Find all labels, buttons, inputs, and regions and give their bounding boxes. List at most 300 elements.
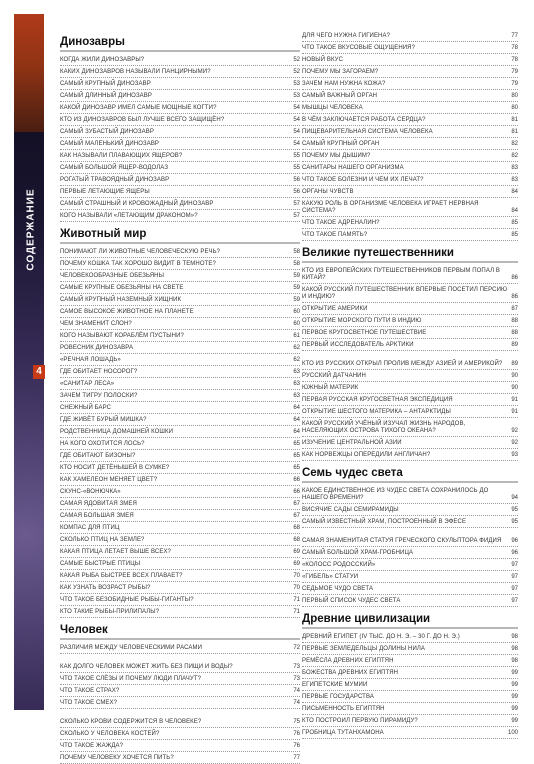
toc-entry-page: 74 <box>293 687 300 694</box>
toc-entry[interactable] <box>302 394 518 406</box>
page-number: 4 <box>33 365 45 379</box>
toc-entry[interactable] <box>60 606 300 618</box>
toc-entry-page: 96 <box>511 537 518 544</box>
toc-entry-title: ГДЕ ЖИВЁТ БУРЫЙ МИШКА? <box>60 416 147 423</box>
toc-entry[interactable] <box>302 162 518 174</box>
toc-entry-page: 64 <box>293 416 300 423</box>
toc-entry-page: 74 <box>293 699 300 706</box>
toc-entry-title: ЧТО ТАКОЕ ВКУСОВЫЕ ОЩУЩЕНИЯ? <box>302 44 416 51</box>
toc-entry-page: 78 <box>511 56 518 63</box>
toc-entry-page: 84 <box>511 188 518 195</box>
toc-entry-title: ПИЩЕВАРИТЕЛЬНАЯ СИСТЕМА ЧЕЛОВЕКА <box>302 128 433 135</box>
toc-entry-title: ПИСЬМЕННОСТЬ ЕГИПТЯН <box>302 705 385 712</box>
toc-entry[interactable] <box>60 582 300 594</box>
toc-entry-title: ПЕРВЫЕ ЛЕТАЮЩИЕ ЯЩЕРЫ <box>60 188 150 195</box>
toc-entry-title: РУССКИЙ ДАТЧАНИН <box>302 372 366 379</box>
toc-entry-title: САНИТАРЫ НАШЕГО ОРГАНИЗМА <box>302 164 404 171</box>
toc-entry-title: «САНИТАР ЛЕСА» <box>60 380 115 387</box>
toc-entry-title: САМЫЙ МАЛЕНЬКИЙ ДИНОЗАВР <box>60 140 160 147</box>
toc-entry-title: САМАЯ ЗНАМЕНИТАЯ СТАТУЯ ГРЕЧЕСКОГО СКУЛЬПТОРА ФИДИЯ <box>302 537 502 544</box>
toc-entry-page: 82 <box>511 152 518 159</box>
toc-entry-page: 54 <box>293 140 300 147</box>
toc-entry-title: ЧЕЛОВЕКООБРАЗНЫЕ ОБЕЗЬЯНЫ <box>60 272 165 279</box>
toc-entry-page: 96 <box>511 549 518 556</box>
toc-entry-page: 72 <box>293 644 300 651</box>
toc-entry-page: 65 <box>293 440 300 447</box>
toc-entry[interactable] <box>60 90 300 102</box>
toc-entry[interactable] <box>302 727 518 739</box>
toc-entry-title: САМЫЙ БОЛЬШОЙ ЯЩЕР-ВОДОЛАЗ <box>60 164 169 171</box>
toc-right-column <box>302 30 518 739</box>
toc-entry-page: 76 <box>293 730 300 737</box>
section-title: Великие путешественники <box>302 247 518 263</box>
toc-entry-page: 66 <box>293 488 300 495</box>
toc-entry[interactable] <box>302 516 518 528</box>
toc-entry[interactable] <box>60 558 300 570</box>
toc-entry-page: 81 <box>511 116 518 123</box>
toc-entry-page: 70 <box>293 572 300 579</box>
toc-entry-page: 98 <box>511 645 518 652</box>
toc-entry-page: 97 <box>511 585 518 592</box>
section-title: Человек <box>60 624 300 640</box>
toc-entry-page: 65 <box>293 452 300 459</box>
toc-entry[interactable] <box>60 282 300 294</box>
toc-entry[interactable] <box>302 547 518 559</box>
toc-entry-title: ДРЕВНИЙ ЕГИПЕТ (IV ТЫС. ДО Н. Э. – 30 Г. ДО Н. Э.) <box>302 633 460 640</box>
toc-entry-page: 91 <box>511 408 518 415</box>
toc-entry-title: ИЗУЧЕНИЕ ЦЕНТРАЛЬНОЙ АЗИИ <box>302 439 402 446</box>
toc-entry-title: БОЖЕСТВА ДРЕВНИХ ЕГИПТЯН <box>302 669 399 676</box>
toc-entry-title: ОТКРЫТИЕ ШЕСТОГО МАТЕРИКА – АНТАРКТИДЫ <box>302 408 451 415</box>
toc-entry-page: 59 <box>293 272 300 279</box>
toc-entry[interactable] <box>60 258 300 270</box>
toc-entry[interactable] <box>60 709 300 728</box>
toc-entry-page: 90 <box>511 384 518 391</box>
toc-entry-page: 68 <box>293 524 300 531</box>
toc-entry-title: КАК НАЗЫВАЛИ ПЛАВАЮЩИХ ЯЩЕРОВ? <box>60 152 183 159</box>
toc-entry-page: 82 <box>511 140 518 147</box>
toc-entry-page: 66 <box>293 476 300 483</box>
toc-entry[interactable] <box>60 654 300 673</box>
toc-entry-page: 99 <box>511 717 518 724</box>
toc-entry[interactable] <box>302 655 518 667</box>
toc-entry-page: 54 <box>293 116 300 123</box>
toc-entry[interactable] <box>302 595 518 607</box>
toc-entry-title: САМЫЕ КРУПНЫЕ ОБЕЗЬЯНЫ НА СВЕТЕ <box>60 284 184 291</box>
toc-entry[interactable] <box>302 42 518 54</box>
toc-entry-title: МЫШЦЫ ЧЕЛОВЕКА <box>302 104 363 111</box>
toc-entry[interactable] <box>60 390 300 402</box>
toc-entry-title: ПОНИМАЮТ ЛИ ЖИВОТНЫЕ ЧЕЛОВЕЧЕСКУЮ РЕЧЬ? <box>60 248 221 255</box>
toc-entry-page: 58 <box>293 260 300 267</box>
toc-entry-title: ЧТО ТАКОЕ СЛЁЗЫ И ПОЧЕМУ ЛЮДИ ПЛАЧУТ? <box>60 675 202 682</box>
toc-entry-page: 85 <box>511 231 518 238</box>
toc-entry[interactable] <box>60 102 300 114</box>
toc-entry-title: ДЛЯ ЧЕГО НУЖНА ГИГИЕНА? <box>302 32 391 39</box>
toc-entry-title: КТО ИЗ РУССКИХ ОТКРЫЛ ПРОЛИВ МЕЖДУ АЗИЕЙ И АМЕРИКОЙ? <box>302 360 503 367</box>
toc-entry-title: КАКОЙ ДИНОЗАВР ИМЕЛ САМЫЕ МОЩНЫЕ КОГТИ? <box>60 104 217 111</box>
toc-entry-title: КАКОЕ ЕДИНСТВЕННОЕ ИЗ ЧУДЕС СВЕТА СОХРАНИЛОСЬ ДО НАШЕГО ВРЕМЕНИ? <box>302 487 489 501</box>
toc-entry-title: ЧТО ТАКОЕ АДРЕНАЛИН? <box>302 219 380 226</box>
toc-entry-title: КАКАЯ ПТИЦА ЛЕТАЕТ ВЫШЕ ВСЕХ? <box>60 548 171 555</box>
toc-entry-page: 67 <box>293 512 300 519</box>
toc-entry-page: 58 <box>293 248 300 255</box>
toc-entry[interactable] <box>60 186 300 198</box>
toc-entry-title: СНЕЖНЫЙ БАРС <box>60 404 112 411</box>
toc-entry-title: САМЫЙ ИЗВЕСТНЫЙ ХРАМ, ПОСТРОЕННЫЙ В ЭФЕСЕ <box>302 518 467 525</box>
toc-entry-page: 92 <box>511 427 518 434</box>
toc-entry-page: 94 <box>511 494 518 501</box>
toc-entry-title: САМЫЕ БЫСТРЫЕ ПТИЦЫ <box>60 560 141 567</box>
toc-entry-title: ЗАЧЕМ НАМ НУЖНА КОЖА? <box>302 80 386 87</box>
toc-entry-page: 88 <box>511 317 518 324</box>
toc-entry-title: САМАЯ ЯДОВИТАЯ ЗМЕЯ <box>60 500 137 507</box>
toc-entry[interactable] <box>60 294 300 306</box>
toc-entry-title: САМЫЙ КРУПНЫЙ НАЗЕМНЫЙ ХИЩНИК <box>60 296 182 303</box>
toc-entry[interactable] <box>302 382 518 394</box>
toc-entry-title: «РЕЧНАЯ ЛОШАДЬ» <box>60 356 121 363</box>
toc-entry[interactable] <box>302 30 518 42</box>
toc-entry-page: 64 <box>293 428 300 435</box>
toc-entry-title: САМАЯ БОЛЬШАЯ ЗМЕЯ <box>60 512 134 519</box>
toc-entry-page: 98 <box>511 657 518 664</box>
toc-entry[interactable] <box>302 715 518 727</box>
section-title: Динозавры <box>60 36 300 52</box>
toc-entry[interactable] <box>60 570 300 582</box>
toc-entry-title: КАКИХ ДИНОЗАВРОВ НАЗЫВАЛИ ПАНЦИРНЫМИ? <box>60 68 211 75</box>
toc-entry-title: ПОЧЕМУ МЫ ДЫШИМ? <box>302 152 371 159</box>
toc-entry-page: 53 <box>293 80 300 87</box>
toc-entry-title: КТО ПОСТРОИЛ ПЕРВУЮ ПИРАМИДУ? <box>302 717 418 724</box>
sidebar-band <box>14 14 44 710</box>
toc-entry-page: 80 <box>511 104 518 111</box>
toc-entry-page: 71 <box>293 596 300 603</box>
toc-entry[interactable] <box>302 198 518 217</box>
toc-entry[interactable] <box>302 370 518 382</box>
toc-entry[interactable] <box>302 528 518 547</box>
section-title: Древние цивилизации <box>302 613 518 629</box>
toc-entry[interactable] <box>60 740 300 752</box>
toc-entry-page: 79 <box>511 80 518 87</box>
toc-entry-page: 91 <box>511 396 518 403</box>
toc-entry-page: 78 <box>511 44 518 51</box>
toc-entry-title: КОГО НАЗЫВАЛИ «ЛЕТАЮЩИМ ДРАКОНОМ»? <box>60 212 198 219</box>
toc-entry[interactable] <box>302 229 518 241</box>
toc-entry-page: 57 <box>293 200 300 207</box>
toc-entry[interactable] <box>302 126 518 138</box>
toc-entry[interactable] <box>60 78 300 90</box>
toc-entry-title: САМЫЙ ЗУБАСТЫЙ ДИНОЗАВР <box>60 128 154 135</box>
toc-entry[interactable] <box>302 437 518 449</box>
toc-entry-page: 89 <box>511 360 518 367</box>
toc-entry-page: 92 <box>511 439 518 446</box>
toc-entry-title: ЧТО ТАКОЕ ПАМЯТЬ? <box>302 231 368 238</box>
toc-entry-page: 84 <box>511 207 518 214</box>
toc-entry[interactable] <box>302 485 518 504</box>
toc-entry-title: ПОЧЕМУ МЫ ЗАГОРАЕМ? <box>302 68 379 75</box>
toc-entry[interactable] <box>302 90 518 102</box>
toc-entry-title: КТО НОСИТ ДЕТЁНЫШЕЙ В СУМКЕ? <box>60 464 170 471</box>
toc-entry[interactable] <box>302 186 518 198</box>
toc-entry-title: ПЕРВОЕ КРУГОСВЕТНОЕ ПУТЕШЕСТВИЕ <box>302 329 427 336</box>
toc-entry[interactable] <box>302 504 518 516</box>
toc-entry[interactable] <box>302 54 518 66</box>
toc-entry-title: КТО ИЗ ДИНОЗАВРОВ БЫЛ ЛУЧШЕ ВСЕГО ЗАЩИЩЁН? <box>60 116 225 123</box>
toc-entry-title: СКУНС-«ВОНЮЧКА» <box>60 488 121 495</box>
toc-entry-page: 61 <box>293 332 300 339</box>
toc-entry-page: 52 <box>293 56 300 63</box>
toc-entry[interactable] <box>302 667 518 679</box>
toc-entry-title: СКОЛЬКО У ЧЕЛОВЕКА КОСТЕЙ? <box>60 730 160 737</box>
toc-entry-title: ПЕРВЫЙ СПИСОК ЧУДЕС СВЕТА <box>302 597 401 604</box>
toc-entry-title: ПОЧЕМУ ЧЕЛОВЕКУ ХОЧЕТСЯ ПИТЬ? <box>60 754 174 761</box>
toc-entry[interactable] <box>302 571 518 583</box>
toc-entry-title: ГДЕ ОБИТАЕТ НОСОРОГ? <box>60 368 138 375</box>
toc-entry[interactable] <box>302 339 518 351</box>
toc-entry-title: ПЕРВЫЕ ЗЕМЛЕДЕЛЬЦЫ ДОЛИНЫ НИЛА <box>302 645 426 652</box>
toc-entry-page: 68 <box>293 536 300 543</box>
toc-entry[interactable] <box>302 703 518 715</box>
toc-entry-title: КАК НОРВЕЖЦЫ ОПЕРЕДИЛИ АНГЛИЧАН? <box>302 451 431 458</box>
toc-entry[interactable] <box>60 54 300 66</box>
toc-entry[interactable] <box>60 685 300 697</box>
toc-entry-page: 88 <box>511 329 518 336</box>
toc-entry[interactable] <box>60 728 300 740</box>
toc-entry[interactable] <box>60 138 300 150</box>
toc-entry[interactable] <box>302 217 518 229</box>
toc-entry-title: КТО ИЗ ЕВРОПЕЙСКИХ ПУТЕШЕСТВЕННИКОВ ПЕРВЫМ ПОПАЛ В КИТАЙ? <box>302 267 500 281</box>
toc-entry-title: ЧЕМ ЗНАМЕНИТ СЛОН? <box>60 320 132 327</box>
toc-entry-page: 86 <box>511 274 518 281</box>
toc-entry-title: САМОЕ ВЫСОКОЕ ЖИВОТНОЕ НА ПЛАНЕТЕ <box>60 308 194 315</box>
toc-entry-title: СКОЛЬКО КРОВИ СОДЕРЖИТСЯ В ЧЕЛОВЕКЕ? <box>60 718 202 725</box>
toc-entry-page: 56 <box>293 176 300 183</box>
toc-entry-page: 95 <box>511 506 518 513</box>
toc-entry-page: 79 <box>511 68 518 75</box>
toc-entry-title: «ГИБЕЛЬ» СТАТУИ <box>302 573 359 580</box>
toc-entry-title: САМЫЙ ВАЖНЫЙ ОРГАН <box>302 92 378 99</box>
toc-entry[interactable] <box>302 351 518 370</box>
toc-entry-page: 64 <box>293 404 300 411</box>
toc-entry-title: ЕГИПЕТСКИЕ МУМИИ <box>302 681 368 688</box>
toc-entry-page: 71 <box>293 608 300 615</box>
toc-entry-title: РАЗЛИЧИЯ МЕЖДУ ЧЕЛОВЕЧЕСКИМИ РАСАМИ <box>60 644 203 651</box>
toc-entry-title: РОВЕСНИК ДИНОЗАВРА <box>60 344 134 351</box>
toc-entry-page: 99 <box>511 693 518 700</box>
toc-entry-title: КАКОЙ РУССКИЙ ПУТЕШЕСТВЕННИК ВПЕРВЫЕ ПОСЕТИЛ ПЕРСИЮ И ИНДИЮ? <box>302 286 508 300</box>
toc-entry[interactable] <box>60 318 300 330</box>
toc-entry-page: 63 <box>293 392 300 399</box>
toc-entry[interactable] <box>302 174 518 186</box>
toc-entry-title: РОДСТВЕННИЦА ДОМАШНЕЙ КОШКИ <box>60 428 174 435</box>
toc-entry[interactable] <box>60 270 300 282</box>
toc-entry-title: КОГДА ЖИЛИ ДИНОЗАВРЫ? <box>60 56 145 63</box>
toc-entry[interactable] <box>60 450 300 462</box>
toc-entry[interactable] <box>60 474 300 486</box>
toc-entry-page: 76 <box>293 742 300 749</box>
toc-entry-page: 65 <box>293 464 300 471</box>
toc-entry[interactable] <box>302 303 518 315</box>
toc-entry[interactable] <box>302 631 518 643</box>
toc-entry[interactable] <box>60 534 300 546</box>
toc-entry[interactable] <box>302 150 518 162</box>
toc-entry[interactable] <box>60 402 300 414</box>
toc-entry[interactable] <box>302 265 518 284</box>
toc-entry[interactable] <box>302 643 518 655</box>
toc-entry-page: 55 <box>293 164 300 171</box>
toc-entry-page: 77 <box>511 32 518 39</box>
toc-entry-title: САМЫЙ БОЛЬШОЙ ХРАМ-ГРОБНИЦА <box>302 549 414 556</box>
toc-entry-page: 67 <box>293 500 300 507</box>
toc-entry-title: КАК ХАМЕЛЕОН МЕНЯЕТ ЦВЕТ? <box>60 476 158 483</box>
toc-entry-title: САМЫЙ КРУПНЫЙ ДИНОЗАВР <box>60 80 151 87</box>
toc-entry[interactable] <box>60 546 300 558</box>
toc-entry[interactable] <box>60 486 300 498</box>
toc-entry-page: 93 <box>511 451 518 458</box>
toc-entry-page: 53 <box>293 92 300 99</box>
toc-entry[interactable] <box>60 378 300 390</box>
toc-entry-page: 73 <box>293 663 300 670</box>
toc-entry[interactable] <box>60 673 300 685</box>
toc-entry-title: В ЧЁМ ЗАКЛЮЧАЕТСЯ РАБОТА СЕРДЦА? <box>302 116 426 123</box>
toc-entry-page: 98 <box>511 633 518 640</box>
toc-entry-title: КАК ДОЛГО ЧЕЛОВЕК МОЖЕТ ЖИТЬ БЕЗ ПИЩИ И ВОДЫ? <box>60 663 233 670</box>
toc-entry-title: КОГО НАЗЫВАЮТ КОРАБЛЁМ ПУСТЫНИ? <box>60 332 184 339</box>
toc-entry-page: 99 <box>511 705 518 712</box>
toc-entry-page: 100 <box>507 729 518 736</box>
toc-entry-page: 54 <box>293 128 300 135</box>
toc-entry[interactable] <box>60 342 300 354</box>
toc-entry[interactable] <box>302 679 518 691</box>
toc-entry-title: ЧТО ТАКОЕ СТРАХ? <box>60 687 120 694</box>
toc-entry[interactable] <box>60 697 300 709</box>
toc-entry[interactable] <box>60 114 300 126</box>
toc-entry-page: 75 <box>293 718 300 725</box>
toc-entry[interactable] <box>60 198 300 210</box>
toc-entry-page: 62 <box>293 344 300 351</box>
toc-entry-title: ОРГАНЫ ЧУВСТВ <box>302 188 354 195</box>
toc-entry-title: ПЕРВАЯ РУССКАЯ КРУГОСВЕТНАЯ ЭКСПЕДИЦИЯ <box>302 396 453 403</box>
toc-entry-title: ЮЖНЫЙ МАТЕРИК <box>302 384 359 391</box>
toc-entry-title: САМЫЙ СТРАШНЫЙ И КРОВОЖАДНЫЙ ДИНОЗАВР <box>60 200 214 207</box>
toc-entry-page: 52 <box>293 68 300 75</box>
toc-entry-page: 73 <box>293 675 300 682</box>
toc-entry-page: 55 <box>293 152 300 159</box>
toc-entry[interactable] <box>60 66 300 78</box>
toc-entry-page: 87 <box>511 305 518 312</box>
toc-entry-page: 97 <box>511 573 518 580</box>
toc-entry-page: 60 <box>293 320 300 327</box>
toc-entry-title: КАКОЙ РУССКИЙ УЧЁНЫЙ ИЗУЧАЛ ЖИЗНЬ НАРОДОВ, НАСЕЛЯЮЩИХ ОСТРОВА ТИХОГО ОКЕАНА? <box>302 420 466 434</box>
toc-entry[interactable] <box>60 246 300 258</box>
toc-entry[interactable] <box>302 691 518 703</box>
toc-entry[interactable] <box>302 583 518 595</box>
toc-entry-title: РОГАТЫЙ ТРАВОЯДНЫЙ ДИНОЗАВР <box>60 176 170 183</box>
toc-entry[interactable] <box>60 414 300 426</box>
toc-entry-title: «КОЛОСС РОДОССКИЙ» <box>302 561 376 568</box>
toc-entry[interactable] <box>302 66 518 78</box>
toc-entry-title: СКОЛЬКО ПТИЦ НА ЗЕМЛЕ? <box>60 536 145 543</box>
toc-entry-page: 99 <box>511 669 518 676</box>
toc-entry-title: КОМПАС ДЛЯ ПТИЦ <box>60 524 120 531</box>
toc-entry-page: 63 <box>293 380 300 387</box>
toc-entry[interactable] <box>60 366 300 378</box>
toc-entry[interactable] <box>60 174 300 186</box>
toc-entry[interactable] <box>60 752 300 764</box>
toc-entry[interactable] <box>60 498 300 510</box>
toc-entry[interactable] <box>60 594 300 606</box>
toc-entry[interactable] <box>302 559 518 571</box>
toc-entry-page: 83 <box>511 164 518 171</box>
toc-entry[interactable] <box>302 114 518 126</box>
toc-entry-title: ГДЕ ОБИТАЮТ БИЗОНЫ? <box>60 452 136 459</box>
toc-entry-title: ПЕРВЫЙ ИССЛЕДОВАТЕЛЬ АРКТИКИ <box>302 341 414 348</box>
sidebar-top-band <box>14 14 44 132</box>
toc-entry[interactable] <box>60 438 300 450</box>
toc-entry-page: 86 <box>511 293 518 300</box>
toc-entry-title: КАКАЯ РЫБА БЫСТРЕЕ ВСЕХ ПЛАВАЕТ? <box>60 572 183 579</box>
toc-entry[interactable] <box>60 354 300 366</box>
toc-entry-title: ЧТО ТАКОЕ БЕЗОБИДНЫЕ РЫБЫ-ГИГАНТЫ? <box>60 596 194 603</box>
toc-entry-page: 97 <box>511 597 518 604</box>
toc-entry[interactable] <box>60 330 300 342</box>
section-title: Животный мир <box>60 228 300 244</box>
toc-entry[interactable] <box>60 162 300 174</box>
toc-entry-page: 60 <box>293 308 300 315</box>
toc-entry[interactable] <box>302 406 518 418</box>
toc-entry-page: 56 <box>293 188 300 195</box>
toc-entry[interactable] <box>60 522 300 534</box>
toc-entry[interactable] <box>60 510 300 522</box>
toc-entry-page: 81 <box>511 128 518 135</box>
toc-entry-page: 54 <box>293 104 300 111</box>
toc-entry[interactable] <box>302 315 518 327</box>
toc-entry[interactable] <box>60 150 300 162</box>
toc-entry-title: РЕМЁСЛА ДРЕВНИХ ЕГИПТЯН <box>302 657 394 664</box>
toc-entry[interactable] <box>302 327 518 339</box>
toc-entry[interactable] <box>302 449 518 461</box>
toc-entry-page: 69 <box>293 548 300 555</box>
toc-entry[interactable] <box>302 138 518 150</box>
toc-entry-page: 83 <box>511 176 518 183</box>
toc-entry[interactable] <box>60 306 300 318</box>
section-title: Семь чудес света <box>302 467 518 483</box>
toc-entry-title: КАК УЗНАТЬ ВОЗРАСТ РЫБЫ? <box>60 584 151 591</box>
toc-entry-title: КТО ТАКИЕ РЫБЫ-ПРИЛИПАЛЫ? <box>60 608 160 615</box>
toc-entry-title: ЧТО ТАКОЕ БОЛЕЗНИ И ЧЕМ ИХ ЛЕЧАТ? <box>302 176 424 183</box>
toc-entry[interactable] <box>302 284 518 303</box>
toc-entry-title: ОТКРЫТИЕ АМЕРИКИ <box>302 305 368 312</box>
toc-entry-page: 63 <box>293 368 300 375</box>
toc-entry[interactable] <box>60 462 300 474</box>
toc-entry[interactable] <box>60 426 300 438</box>
toc-entry-page: 70 <box>293 584 300 591</box>
toc-entry[interactable] <box>60 210 300 222</box>
toc-entry-title: ОТКРЫТИЕ МОРСКОГО ПУТИ В ИНДИЮ <box>302 317 422 324</box>
toc-entry-page: 89 <box>511 341 518 348</box>
toc-entry[interactable] <box>302 418 518 437</box>
toc-entry-title: НОВЫЙ ВКУС <box>302 56 344 63</box>
toc-entry[interactable] <box>60 126 300 138</box>
toc-entry-title: СЕДЬМОЕ ЧУДО СВЕТА <box>302 585 374 592</box>
toc-entry[interactable] <box>302 102 518 114</box>
toc-left-column <box>60 30 300 764</box>
toc-entry[interactable] <box>302 78 518 90</box>
toc-entry-page: 95 <box>511 518 518 525</box>
toc-entry[interactable] <box>60 642 300 654</box>
toc-entry-title: ПЕРВЫЕ ГОСУДАРСТВА <box>302 693 374 700</box>
toc-entry-page: 69 <box>293 560 300 567</box>
